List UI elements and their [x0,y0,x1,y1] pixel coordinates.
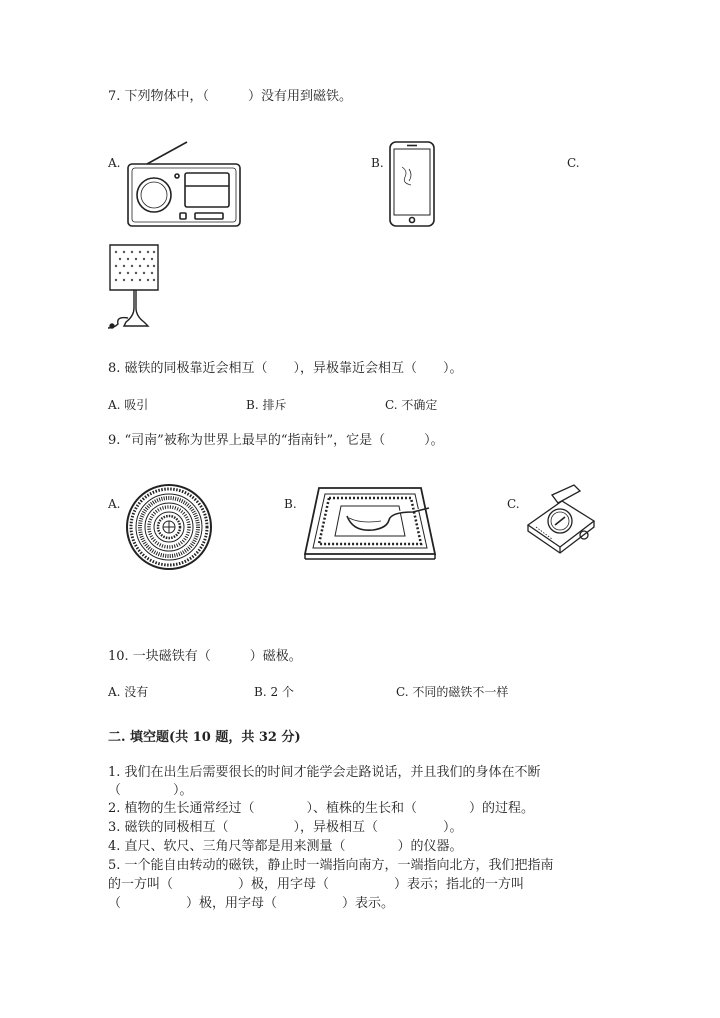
question-8: 8. 磁铁的同极靠近会相互（ ），异极靠近会相互（ ）。 [108,361,463,376]
fill-line-7: 的一方叫（ ）极，用字母（ ）表示；指北的一方叫 [108,877,525,892]
sinan-illustration [301,484,439,562]
fill-line-5: 4. 直尺、软尺、三角尺等都是用来测量（ ）的仪器。 [108,839,463,854]
radio-illustration [125,138,243,230]
question-9: 9. “司南”被称为世界上最早的“指南针”，它是（ ）。 [108,433,444,448]
fill-line-1: 1. 我们在出生后需要很长的时间才能学会走路说话，并且我们的身体在不断 [108,765,541,780]
fill-line-8: （ ）极，用字母（ ）表示。 [108,896,395,911]
question-10: 10. 一块磁铁有（ ）磁极。 [108,649,302,664]
section-heading: 二. 填空题(共 10 题，共 32 分) [108,730,301,745]
fill-line-6: 5. 一个能自由转动的磁铁，静止时一端指向南方，一端指向北方，我们把指南 [108,858,554,873]
fill-line-3: 2. 植物的生长通常经过（ ）、植株的生长和（ ）的过程。 [108,801,535,816]
q10-option-a: A. 没有 [108,685,149,699]
q8-option-a: A. 吸引 [108,398,149,412]
q8-option-b: B. 排斥 [246,398,287,412]
q7-option-c-label: C. [567,156,580,170]
q10-option-c: C. 不同的磁铁不一样 [396,685,509,699]
q7-option-b-label: B. [371,156,384,170]
fill-line-4: 3. 磁铁的同极相互（ ），异极相互（ ）。 [108,820,463,835]
q9-option-b-label: B. [284,497,297,511]
q9-option-c-label: C. [507,497,520,511]
luopan-compass-illustration [125,483,213,571]
fill-line-2: （ ）。 [108,783,193,798]
q7-option-a-label: A. [108,156,121,170]
phone-illustration [387,139,437,229]
q9-option-a-label: A. [108,497,121,511]
q8-option-c: C. 不确定 [385,398,438,412]
q10-option-b: B. 2 个 [254,685,294,699]
modern-compass-illustration [522,481,600,561]
lamp-illustration [104,242,164,334]
question-7: 7. 下列物体中，（ ）没有用到磁铁。 [108,89,353,104]
